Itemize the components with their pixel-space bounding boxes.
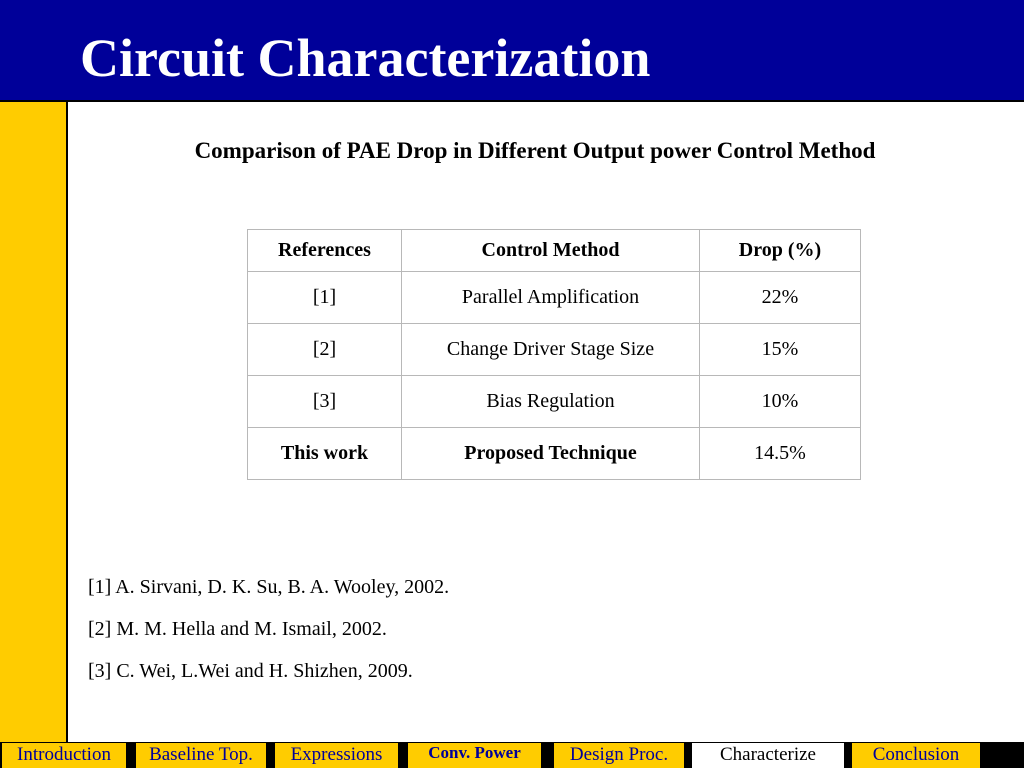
cell-drop: 22%	[700, 272, 861, 324]
nav-introduction[interactable]: Introduction	[2, 743, 126, 768]
cell-method: Parallel Amplification	[402, 272, 700, 324]
reference-item: [1] A. Sirvani, D. K. Su, B. A. Wooley, 2002.	[88, 576, 450, 598]
left-sidebar	[0, 102, 68, 742]
table-header-row	[248, 230, 861, 272]
cell-reference: [2]	[248, 324, 402, 376]
cell-method: Bias Regulation	[402, 376, 700, 428]
slide-subtitle: Comparison of PAE Drop in Different Output power Control Method	[194, 138, 876, 163]
table-row	[248, 376, 861, 428]
slide-title: Circuit Characterization	[80, 28, 651, 88]
reference-item: [3] C. Wei, L.Wei and H. Shizhen, 2009.	[88, 660, 413, 682]
nav-characterize[interactable]: Characterize	[692, 743, 844, 768]
table-row-this-work	[248, 428, 861, 480]
page-number: 19	[993, 740, 1013, 762]
cell-method: Proposed Technique	[402, 428, 700, 480]
reference-list	[88, 566, 449, 692]
header-drop: Drop (%)	[700, 230, 861, 272]
cell-reference: [1]	[248, 272, 402, 324]
table-row	[248, 324, 861, 376]
title-bar	[0, 0, 1024, 102]
cell-method: Change Driver Stage Size	[402, 324, 700, 376]
table-row	[248, 272, 861, 324]
nav-conclusion[interactable]: Conclusion	[852, 743, 980, 768]
header-references: References	[248, 230, 402, 272]
cell-reference: [3]	[248, 376, 402, 428]
cell-drop: 15%	[700, 324, 861, 376]
nav-expressions[interactable]: Expressions	[275, 743, 398, 768]
reference-item: [2] M. M. Hella and M. Ismail, 2002.	[88, 618, 387, 640]
nav-baseline-top[interactable]: Baseline Top.	[136, 743, 266, 768]
header-control-method: Control Method	[402, 230, 700, 272]
nav-design-proc[interactable]: Design Proc.	[554, 743, 684, 768]
cell-reference: This work	[248, 428, 402, 480]
cell-drop: 10%	[700, 376, 861, 428]
cell-drop: 14.5%	[700, 428, 861, 480]
nav-conv-power[interactable]: Conv. Power	[408, 743, 541, 768]
comparison-table	[247, 229, 861, 480]
